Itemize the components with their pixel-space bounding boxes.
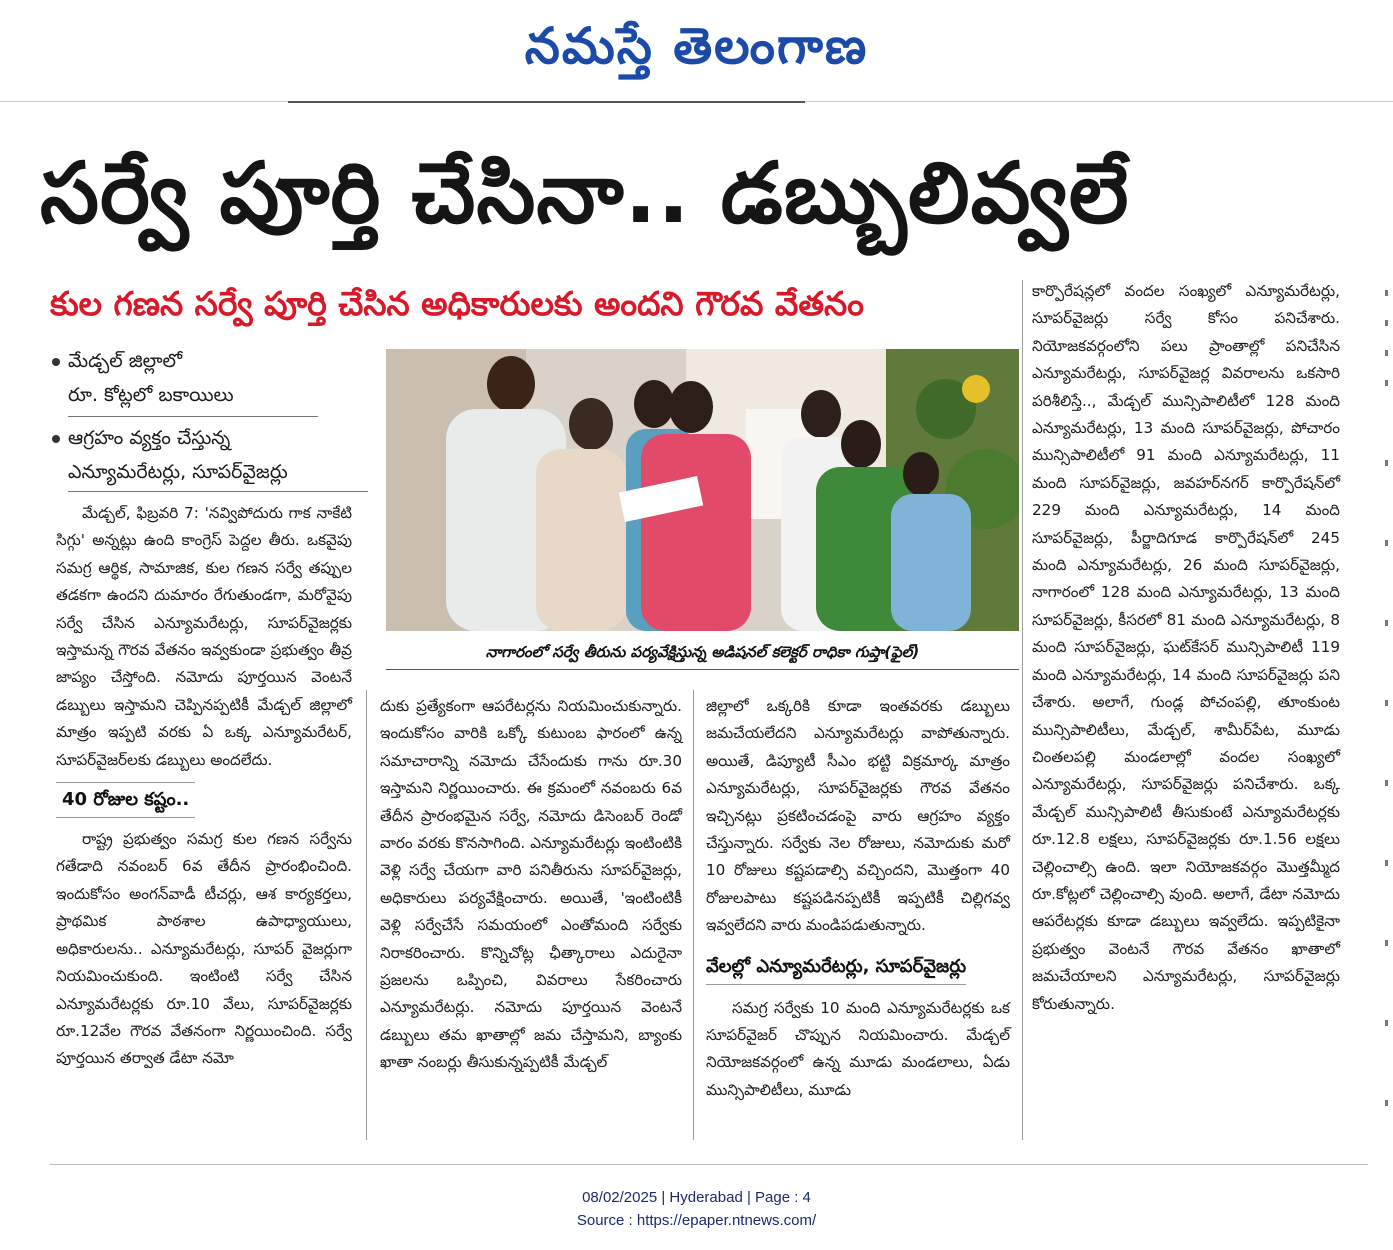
col4-paragraph-1: కార్పొరేషన్లలో వందల సంఖ్యలో ఎన్యూమరేటర్లు, సూపర్‌వైజర్లు సర్వే కోసం పనిచేశారు. నియోజకవర్గంలోని పలు ప్రాంతాల్లో పనిచేసిన ఎన్యూమరేటర్లు, సూపర్‌వైజర్ల వివరాలను ఒకసారి పరిశీలిస్తే.., మేడ్చల్ మున్సిపాలిటీలో 128 మంది ఎన్యూమరేటర్లు, 13 మంది సూపర్‌వైజర్లు, పోచారం మున్సిపాలిటీలో 91 మంది ఎన్యూమరేటర్లు, 11 మంది సూపర్‌వైజర్లు, జవహర్‌నగర్ కార్పొరేషన్‌లో 229 మంది ఎన్యూమరేటర్లు, 14 మంది సూపర్‌వైజర్లు, పీర్జాదిగూడ కార్పొరేషన్‌లో 245 మంది ఎన్యూమరేటర్లు, 26 మంది సూపర్‌వైజర్లు, నాగారంలో 128 మంది ఎన్యూమరేటర్లు, 13 మంది సూపర్‌వైజర్లు, కీసరలో 81 మంది ఎన్యూమరేటర్లు, 8 మంది సూపర్‌వైజర్లు, ఘట్‌కేసర్ మున్సిపాలిటీ 119 మంది ఎన్యూమరేటర్లు, 14 మంది సూపర్‌వైజర్లు పని చేశారు. అలాగే, గుండ్ల పోచంపల్లి, తూంకుంట మున్సిపాలిటీలు, మేడ్చల్, శామీర్‌పేట, మూడు చింతలపల్లి మండలాల్లో వందల సంఖ్యలో ఎన్యూమరేటర్లు, సూపర్‌వైజర్లు పనిచేశారు. ఒక్క మేడ్చల్ మున్సిపాలిటీ తీసుకుంటే ఎన్యూమరేటర్లకు రూ.12.8 లక్షలు, సూపర్‌వైజర్లకు రూ.1.56 లక్షలు చెల్లించాల్సి ఉంది. ఇలా నియోజకవర్గం మొత్తమ్మీద రూ.కోట్లలో చెల్లించాల్సి వుంది. అలాగే, డేటా నమోదు ఆపరేటర్లకు కూడా డబ్బులు ఇవ్వలేదు. ఇప్పటికైనా ప్రభుత్వం వెంటనే గౌరవ వేతనం ఖాతాలో జమచేయాలని ఎన్యూమరేటర్లు, సూపర్‌వైజర్లు కోరుతున్నారు.	[1032, 282, 1340, 1013]
adjacent-column-edge	[1383, 280, 1389, 1140]
highlight-1-line-2	[52, 378, 352, 412]
masthead-logo: నమస్తే తెలంగాణ	[524, 17, 869, 75]
col1-subheading: 40 రోజుల కష్టం..	[56, 782, 195, 818]
col3-paragraph-2: సమగ్ర సర్వేకు 10 మంది ఎన్యూమరేటర్లకు ఒక సూపర్‌వైజర్ చొప్పున నియమించారు. మేడ్చల్ నియోజకవర్గంలో ఉన్న మూడు మండలాలు, ఏడు మున్సిపాలిటీలు, మూడు	[706, 998, 1010, 1099]
highlight-divider	[68, 491, 368, 492]
article-column-1	[56, 500, 352, 1140]
news-photo	[386, 349, 1019, 631]
article-column-3	[706, 693, 1010, 1138]
highlight-2-line-2	[52, 455, 352, 489]
col3-subheading: వేలల్లో ఎన్యూమరేటర్లు, సూపర్‌వైజర్లు	[706, 950, 966, 985]
highlight-1-text-2: రూ. కోట్లలో బకాయిలు	[68, 384, 234, 406]
col3-paragraph-1: జిల్లాలో ఒక్కరికి కూడా ఇంతవరకు డబ్బులు జమచేయలేదని ఎన్యూమరేటర్లు వాపోతున్నారు. అయితే, డిప్యూటీ సీఎం భట్టి విక్రమార్క మాత్రం ఎన్యూమరేటర్లు, సూపర్‌వైజర్లకు గౌరవ వేతనం ఇచ్చినట్లు ప్రకటించడంపై వారు ఆగ్రహం వ్యక్తం చేస్తున్నారు. సర్వేకు నెల రోజులు, నమోదుకు మరో 10 రోజులు కష్టపడాల్సి వచ్చిందని, మొత్తంగా 40 రోజులపాటు కష్టపడినప్పటికీ ఇప్పటికీ చిల్లిగవ్వ ఇవ్వలేదని వారు మండిపడుతున్నారు.	[706, 697, 1010, 935]
highlight-1-line-1	[52, 344, 352, 378]
highlight-2-text-2: ఎన్యూమరేటర్లు, సూపర్‌వైజర్లు	[68, 461, 288, 483]
col1-paragraph-1: మేడ్చల్, ఫిబ్రవరి 7: 'నవ్విపోదురు గాక నాకేటి సిగ్గు' అన్నట్లు ఉంది కాంగ్రెస్ పెద్దల తీరు. ఒకవైపు సమగ్ర ఆర్థిక, సామాజిక, కుల గణన సర్వే తప్పుల తడకగా ఉందని దుమారం రేగుతుండగా, మరోవైపు సర్వే చేసిన ఎన్యూమరేటర్లు, సూపర్‌వైజర్లకు ఇస్తామన్న గౌరవ వేతనం ఇవ్వకుండా ప్రభుత్వం తీవ్ర జాప్యం చేస్తోంది. నమోదు పూర్తయిన వెంటనే డబ్బులు ఇస్తామని చెప్పినప్పటికీ మేడ్చల్ జిల్లాలో మాత్రం ఇప్పటి వరకు ఏ ఒక్క ఎన్యూమరేటర్, సూపర్‌వైజర్‌లకు డబ్బులు అందలేదు.	[56, 504, 352, 769]
footer	[0, 1186, 1393, 1232]
photo-caption: నాగారంలో సర్వే తీరును పర్యవేక్షిస్తున్న అడిషనల్ కలెక్టర్ రాధికా గుప్తా(ఫైల్)	[485, 643, 920, 661]
headline: సర్వే పూర్తి చేసినా.. డబ్బులివ్వలే	[40, 144, 1130, 242]
caption-divider	[386, 669, 1019, 670]
subheadline: కుల గణన సర్వే పూర్తి చేసిన అధికారులకు అందని గౌరవ వేతనం	[50, 284, 864, 323]
highlight-1-text-1: మేడ్చల్ జిల్లాలో	[68, 350, 183, 372]
bullet-icon	[52, 358, 60, 366]
column-divider	[1022, 280, 1023, 1140]
highlights	[52, 344, 352, 496]
footer-date-line: 08/02/2025 | Hyderabad | Page : 4	[582, 1189, 811, 1206]
highlight-2-line-1	[52, 421, 352, 455]
highlight-divider	[68, 416, 318, 417]
col2-paragraph-1: దుకు ప్రత్యేకంగా ఆపరేటర్లను నియమించుకున్నారు. ఇందుకోసం వారికి ఒక్కో కుటుంబ ఫారంలో ఉన్న సమాచారాన్ని నమోదు చేసేందుకు గాను రూ.30 ఇస్తామని నిర్ణయించారు. ఈ క్రమంలో నవంబరు 6వ తేదీన ప్రారంభమైన సర్వే, నమోదు డిసెంబర్ రెండో వారం వరకు కొనసాగింది. ఎన్యూమరేటర్లు ఇంటింటికి వెళ్లి సర్వే చేయగా వారి పనితీరును సూపర్‌వైజర్లు, అధికారులు పర్యవేక్షించారు. అయితే, 'ఇంటింటికీ వెళ్లి సర్వేచేసే సమయంలో ఎంతోమంది సర్వేకు నిరాకరించారు. కొన్నిచోట్ల ఛీత్కారాలు ఎదురైనా ప్రజలను ఒప్పించి, వివరాలు సేకరించారు ఎన్యూమరేటర్లు. నమోదు పూర్తయిన వెంటనే డబ్బులు తమ ఖాతాల్లో జమ చేస్తామని, బ్యాంకు ఖాతా నంబర్లు తీసుకున్నప్పటికీ మేడ్చల్	[380, 697, 682, 1072]
footer-source-link[interactable]: Source : https://epaper.ntnews.com/	[576, 1212, 817, 1229]
column-divider	[366, 690, 367, 1140]
col1-paragraph-2: రాష్ట్ర ప్రభుత్వం సమగ్ర కుల గణన సర్వేను గతేడాది నవంబర్ 6వ తేదీన ప్రారంభించింది. ఇందుకోసం అంగన్‌వాడీ టీచర్లు, ఆశ కార్యకర్తలు, ప్రాథమిక పాఠశాల ఉపాధ్యాయులు, అధికారులను.. ఎన్యూమరేటర్లు, సూపర్ వైజర్లుగా నియమించుకుంది. ఇంటింటి సర్వే చేసిన ఎన్యూమరేటర్లకు రూ.10 వేలు, సూపర్‌వైజర్లకు రూ.12వేల గౌరవ వేతనంగా నిర్ణయించింది. సర్వే పూర్తయిన తర్వాత డేటా నమో	[56, 830, 352, 1068]
masthead-underline	[288, 101, 805, 103]
article-column-2	[380, 693, 682, 1138]
bullet-icon	[52, 435, 60, 443]
article-column-4	[1032, 278, 1340, 1140]
column-divider	[693, 690, 694, 1140]
footer-divider	[50, 1164, 1368, 1165]
highlight-2-text-1: ఆగ్రహం వ్యక్తం చేస్తున్న	[68, 427, 231, 449]
